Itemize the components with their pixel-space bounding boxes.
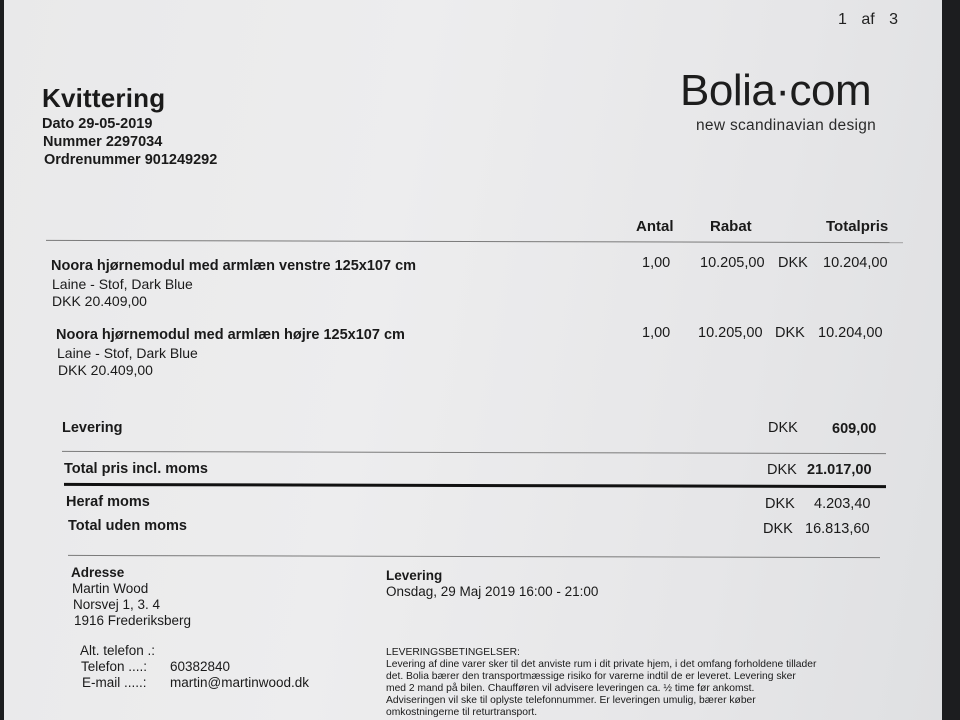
column-header-total: Totalpris xyxy=(826,218,889,235)
item-name: Noora hjørnemodul med armlæn venstre 125x107 cm xyxy=(51,258,417,274)
header-divider xyxy=(46,240,903,243)
delivery-fee-amount: 609,00 xyxy=(832,421,877,437)
item-total: 10.204,00 xyxy=(823,255,888,271)
item-currency: DKK xyxy=(778,255,808,271)
phone-label: Telefon ....: xyxy=(81,659,148,674)
column-header-qty: Antal xyxy=(636,218,674,235)
vat-label: Heraf moms xyxy=(66,494,150,510)
vat-currency: DKK xyxy=(765,496,795,512)
grand-total-currency: DKK xyxy=(767,462,797,478)
net-total-amount: 16.813,60 xyxy=(805,521,870,537)
page-indicator: 1 af 3 xyxy=(838,11,899,28)
vat-amount: 4.203,40 xyxy=(814,496,871,512)
item-name: Noora hjørnemodul med armlæn højre 125x107 cm xyxy=(56,327,405,343)
totals-divider xyxy=(62,451,886,454)
brand-tagline: new scandinavian design xyxy=(696,117,877,134)
item-currency: DKK xyxy=(775,325,805,341)
receipt-date: Dato 29-05-2019 xyxy=(42,116,153,132)
item-total: 10.204,00 xyxy=(818,325,883,341)
grand-total-label: Total pris incl. moms xyxy=(64,461,208,477)
receipt-number: Nummer 2297034 xyxy=(43,134,163,150)
item-unit-price: DKK 20.409,00 xyxy=(58,362,153,378)
item-discount: 10.205,00 xyxy=(700,255,765,271)
delivery-terms-line: med 2 mand på bilen. Chaufføren vil advisere leveringen ca. ½ time før ankomst. xyxy=(386,683,755,694)
delivery-terms-line: Adviseringen vil ske til oplyste telefonnummer. Er leveringen umulig, bærer køber xyxy=(386,695,756,706)
item-qty: 1,00 xyxy=(642,325,671,341)
item-material: Laine - Stof, Dark Blue xyxy=(52,276,193,292)
document-title: Kvittering xyxy=(42,83,166,113)
email-value: martin@martinwood.dk xyxy=(170,675,310,690)
email-label: E-mail .....: xyxy=(82,675,147,690)
receipt-page xyxy=(4,0,942,720)
column-header-discount: Rabat xyxy=(710,218,752,235)
item-discount: 10.205,00 xyxy=(698,325,763,341)
address-divider xyxy=(68,555,880,558)
customer-city: 1916 Frederiksberg xyxy=(74,613,192,628)
address-heading: Adresse xyxy=(71,565,125,580)
net-total-currency: DKK xyxy=(763,521,793,537)
phone-value: 60382840 xyxy=(170,659,231,674)
delivery-fee-currency: DKK xyxy=(768,420,798,436)
net-total-label: Total uden moms xyxy=(68,518,187,534)
customer-street: Norsvej 1, 3. 4 xyxy=(73,597,161,612)
alt-phone-label: Alt. telefon .: xyxy=(80,643,156,658)
delivery-heading: Levering xyxy=(386,568,443,583)
customer-name: Martin Wood xyxy=(72,581,149,596)
item-qty: 1,00 xyxy=(642,255,671,271)
delivery-terms-line: Levering af dine varer sker til det anviste rum i dit private hjem, i det omfang forholdene tillader xyxy=(386,659,817,670)
delivery-terms-heading: LEVERINGSBETINGELSER: xyxy=(386,647,520,658)
delivery-terms-line: det. Bolia bærer den transportmæssige risiko for varerne indtil de er leveret. Levering sker xyxy=(386,671,796,682)
grand-total-amount: 21.017,00 xyxy=(807,462,872,478)
item-unit-price: DKK 20.409,00 xyxy=(52,293,147,309)
bolia-logo: Bolia·com xyxy=(680,66,872,115)
delivery-fee-label: Levering xyxy=(62,420,123,436)
item-material: Laine - Stof, Dark Blue xyxy=(57,345,198,361)
delivery-slot: Onsdag, 29 Maj 2019 16:00 - 21:00 xyxy=(386,584,599,599)
order-number: Ordrenummer 901249292 xyxy=(44,152,218,168)
grand-total-underline xyxy=(64,483,886,488)
delivery-terms-line: omkostningerne til returtransport. xyxy=(386,707,538,718)
